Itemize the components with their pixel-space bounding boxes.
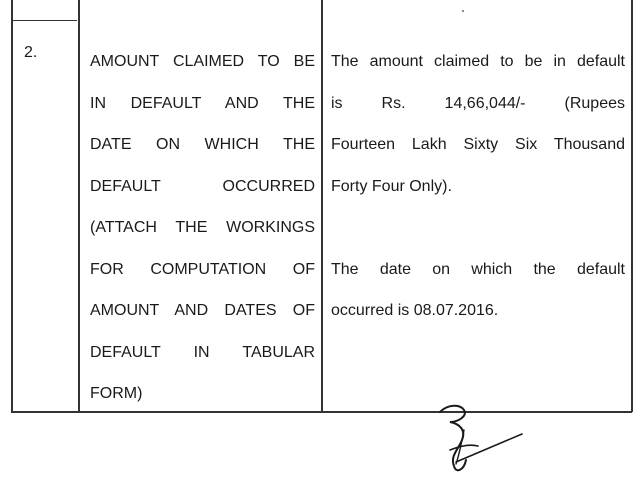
table-divider-middle bbox=[321, 0, 323, 412]
particulars-line: AMOUNT CLAIMED TO BE bbox=[90, 53, 315, 70]
table-border-left bbox=[11, 0, 13, 412]
details-line: The date on which the default bbox=[331, 260, 625, 278]
details-line: Forty Four Only). bbox=[331, 177, 452, 195]
particulars-line: FOR COMPUTATION OF bbox=[90, 260, 315, 278]
particulars-line: AMOUNT AND DATES OF bbox=[90, 302, 315, 319]
particulars-line: DEFAULT OCCURRED bbox=[90, 177, 315, 195]
scan-speck bbox=[462, 10, 464, 12]
details-cell bbox=[331, 41, 625, 332]
details-line: The amount claimed to be in default bbox=[331, 53, 625, 70]
details-line: occurred is 08.07.2016. bbox=[331, 302, 499, 319]
table-border-right bbox=[631, 0, 633, 412]
particulars-line: FORM) bbox=[90, 385, 143, 402]
handwritten-signature bbox=[420, 400, 530, 480]
details-line: Fourteen Lakh Sixty Six Thousand bbox=[331, 136, 625, 153]
particulars-line: DEFAULT IN TABULAR bbox=[90, 343, 315, 361]
particulars-cell bbox=[90, 41, 315, 415]
particulars-line: (ATTACH THE WORKINGS bbox=[90, 219, 315, 236]
details-line: is Rs. 14,66,044/- (Rupees bbox=[331, 94, 625, 112]
particulars-line: DATE ON WHICH THE bbox=[90, 136, 315, 153]
table-top-rule bbox=[11, 20, 77, 21]
paragraph-gap bbox=[331, 207, 625, 249]
row-number: 2. bbox=[24, 44, 38, 61]
table-divider-number bbox=[78, 0, 80, 412]
particulars-line: IN DEFAULT AND THE bbox=[90, 94, 315, 112]
